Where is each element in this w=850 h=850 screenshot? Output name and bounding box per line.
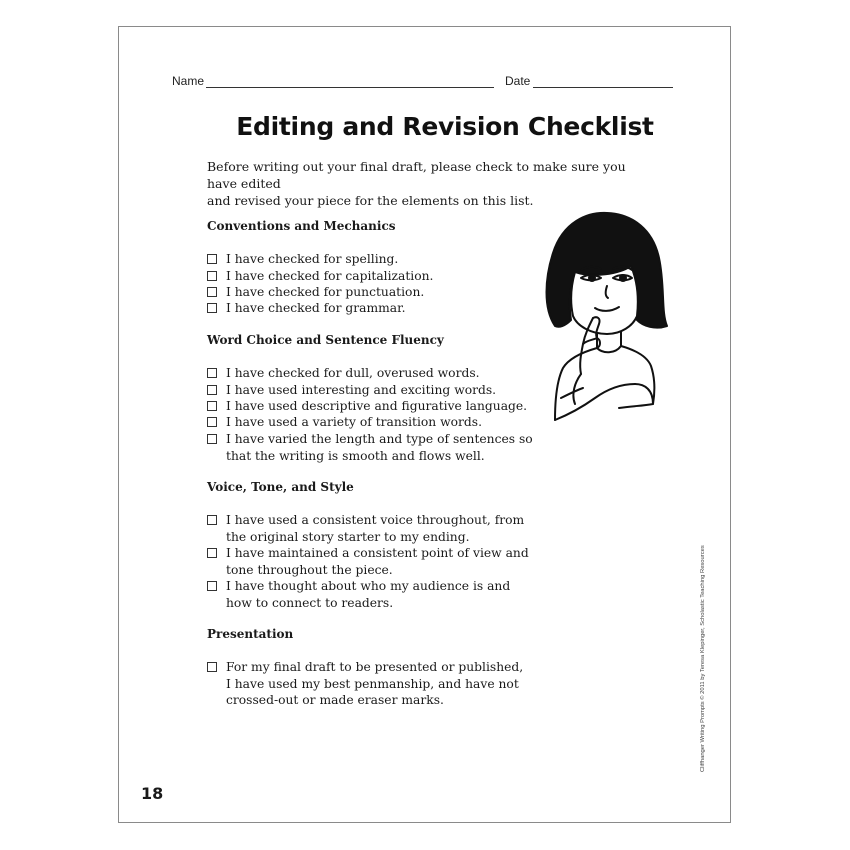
item-text-line: I have used my best penmanship, and have not xyxy=(226,676,519,691)
checkbox[interactable] xyxy=(207,417,217,427)
item-text: I have used a variety of transition words. xyxy=(226,415,483,429)
item-text xyxy=(226,578,510,611)
checkbox[interactable] xyxy=(207,662,217,672)
date-line xyxy=(533,87,673,88)
item-text: I have checked for dull, overused words. xyxy=(226,366,480,380)
girl-illustration xyxy=(535,208,670,438)
item-text xyxy=(226,659,523,709)
item-text-line: crossed-out or made eraser marks. xyxy=(226,693,444,707)
name-label: Name xyxy=(172,74,205,88)
section-heading-presentation: Presentation xyxy=(207,627,294,641)
checkbox[interactable] xyxy=(207,271,217,281)
item-text-line: I have used a consistent voice throughout, from xyxy=(226,513,525,527)
item-text xyxy=(226,512,524,545)
page-number: 18 xyxy=(141,784,164,803)
item-text xyxy=(226,431,533,464)
item-text: I have checked for capitalization. xyxy=(226,269,434,283)
item-text-line: how to connect to readers. xyxy=(226,595,394,610)
checkbox[interactable] xyxy=(207,515,217,525)
intro-line: Before writing out your final draft, please check to make sure you have edited xyxy=(207,159,626,191)
item-text-line: For my final draft to be presented or published, xyxy=(226,660,524,674)
section-heading-word-choice: Word Choice and Sentence Fluency xyxy=(207,333,444,347)
checkbox[interactable] xyxy=(207,385,217,395)
intro-line: and revised your piece for the elements on this list. xyxy=(207,193,534,208)
credit-line xyxy=(694,522,704,772)
section-heading-conventions: Conventions and Mechanics xyxy=(207,219,396,233)
checkbox[interactable] xyxy=(207,368,217,378)
intro-paragraph xyxy=(207,158,647,209)
item-text: I have checked for grammar. xyxy=(226,301,406,315)
item-text-line: the original story starter to my ending. xyxy=(226,529,470,544)
page-title: Editing and Revision Checklist xyxy=(236,112,654,141)
item-text: I have checked for spelling. xyxy=(226,252,399,266)
item-text xyxy=(226,545,529,578)
checkbox[interactable] xyxy=(207,548,217,558)
checkbox[interactable] xyxy=(207,287,217,297)
checkbox[interactable] xyxy=(207,401,217,411)
checkbox[interactable] xyxy=(207,303,217,313)
item-text: I have used descriptive and figurative language. xyxy=(226,399,528,413)
checkbox[interactable] xyxy=(207,254,217,264)
item-text-line: that the writing is smooth and flows well. xyxy=(226,448,485,463)
date-label: Date xyxy=(505,74,531,88)
item-text: I have used interesting and exciting words. xyxy=(226,383,497,397)
section-heading-voice: Voice, Tone, and Style xyxy=(207,480,354,494)
credit-text: Cliffhanger Writing Prompts © 2011 by Teresa Klepinger, Scholastic Teaching Resources xyxy=(700,545,706,772)
name-line xyxy=(206,87,494,88)
checkbox[interactable] xyxy=(207,434,217,444)
item-text-line: I have varied the length and type of sentences so xyxy=(226,432,533,446)
item-text-line: I have thought about who my audience is and xyxy=(226,579,511,593)
item-text-line: I have maintained a consistent point of view and xyxy=(226,546,529,560)
checkbox[interactable] xyxy=(207,581,217,591)
item-text-line: tone throughout the piece. xyxy=(226,562,393,577)
item-text: I have checked for punctuation. xyxy=(226,285,425,299)
